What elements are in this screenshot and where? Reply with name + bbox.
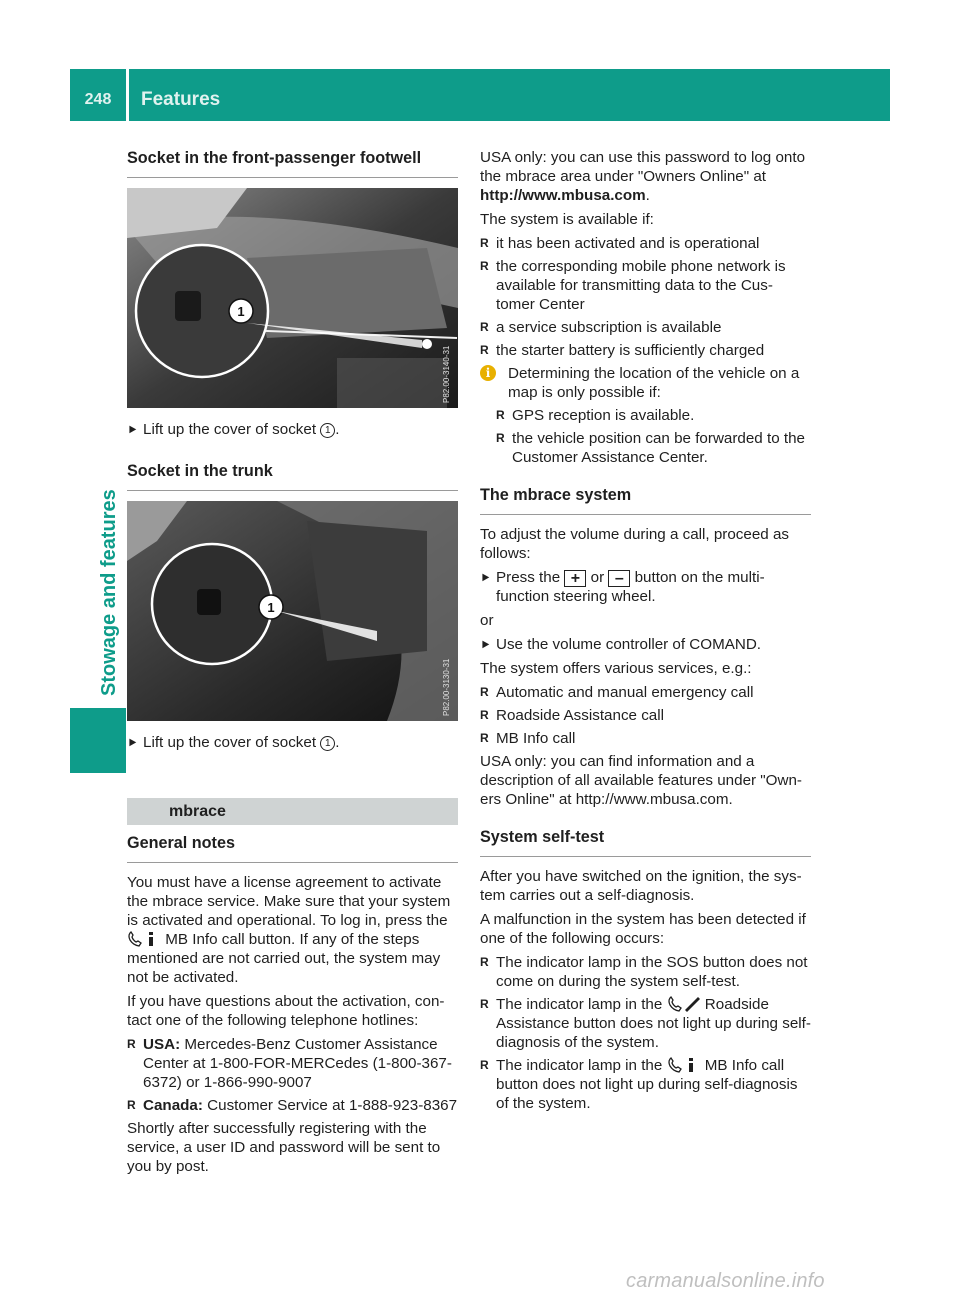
info-note: i Determining the location of the vehicle on a map is only possible if: xyxy=(480,364,811,402)
trunk-photo xyxy=(127,501,458,721)
svg-text:1: 1 xyxy=(267,600,275,615)
page-number: 248 xyxy=(84,91,112,108)
general-notes-p3: Shortly after successfully registering with the service, a user ID and password will be sent to you by post. xyxy=(127,1120,441,1175)
footwell-heading: Socket in the front-passenger footwell xyxy=(127,148,458,178)
self-test-item-roadside: R The indicator lamp in the Roadside Assistance button does not light up during self-diagnosis of the system. xyxy=(480,995,811,1052)
services-intro: The system offers various services, e.g.: xyxy=(480,660,752,677)
availability-intro: The system is available if: xyxy=(480,211,654,228)
trunk-image-code: P82.00-3130-31 xyxy=(442,658,451,716)
callout-1-icon: 1 xyxy=(320,423,335,438)
info-item: R GPS reception is available. xyxy=(496,406,811,425)
volume-step-2: ▶ Use the volume controller of COMAND. xyxy=(480,635,811,654)
mbrace-system-heading: The mbrace system xyxy=(480,485,811,515)
sidebar xyxy=(70,121,126,701)
svg-text:1: 1 xyxy=(237,304,245,319)
self-test-heading: System self-test xyxy=(480,827,811,857)
watermark: carmanualsonline.info xyxy=(626,1270,825,1292)
footwell-step: ▶ Lift up the cover of socket 1 . xyxy=(127,420,458,439)
or-line: or xyxy=(480,612,494,629)
avail-item: R it has been activated and is operational xyxy=(480,234,811,253)
left-column xyxy=(127,148,458,1181)
roadside-assistance-icon xyxy=(667,996,701,1012)
trunk-step: ▶ Lift up the cover of socket 1 . xyxy=(127,733,458,752)
service-item: R MB Info call xyxy=(480,729,811,748)
info-item: R the vehicle position can be forwarded to the Customer Assistance Center. xyxy=(496,429,811,467)
sidebar-marker xyxy=(70,708,126,773)
footwell-image-code: P82.00-3140-31 xyxy=(442,345,451,403)
general-notes-p2: If you have questions about the activation, con-tact one of the following telephone hotlines: xyxy=(127,993,445,1029)
avail-item: R the corresponding mobile phone network is available for transmitting data to the Cus-tomer Center xyxy=(480,257,811,314)
avail-item: R a service subscription is available xyxy=(480,318,811,337)
self-test-item-sos: R The indicator lamp in the SOS button does not come on during the system self-test. xyxy=(480,953,811,991)
mb-info-call-icon xyxy=(127,931,161,947)
page-header xyxy=(70,69,890,121)
service-item: R Roadside Assistance call xyxy=(480,706,811,725)
mb-info-call-icon xyxy=(667,1057,701,1073)
volume-intro: To adjust the volume during a call, proceed as follows: xyxy=(480,526,789,562)
self-test-item-info: R The indicator lamp in the MB Info call button does not light up during self-diagnosis of the system. xyxy=(480,1056,811,1113)
avail-item: R the starter battery is sufficiently charged xyxy=(480,341,811,360)
usa-login-paragraph: USA only: you can use this password to log onto the mbrace area under "Owners Online" at http://www.mbusa.com. xyxy=(480,149,806,204)
general-notes-p1: You must have a license agreement to activate the mbrace service. Make sure that your system is activated and operational. To log in, press the MB Info call button. If any of the steps mentioned are not carried out, the system may not be activated. xyxy=(127,874,451,986)
owners-online-paragraph: USA only: you can find information and a description of all available features under "Own-ers Online" at http://www.mbusa.com. xyxy=(480,753,802,808)
general-notes-heading: General notes xyxy=(127,833,458,863)
sidebar-label: Stowage and features xyxy=(98,489,120,696)
trunk-heading: Socket in the trunk xyxy=(127,461,458,491)
info-icon: i xyxy=(480,365,496,381)
callout-1-icon: 1 xyxy=(320,736,335,751)
self-test-p1: After you have switched on the ignition, the sys-tem carries out a self-diagnosis. xyxy=(480,868,802,904)
mbusa-url-link[interactable]: http://www.mbusa.com xyxy=(480,187,646,204)
volume-step-1: ▶ Press the + or – button on the multi-function steering wheel. xyxy=(480,568,811,606)
service-item: R Automatic and manual emergency call xyxy=(480,683,811,702)
plus-key-icon: + xyxy=(564,570,586,587)
footwell-photo xyxy=(127,188,458,408)
header-divider xyxy=(126,69,129,121)
page-title: Features xyxy=(141,89,221,110)
hotline-usa: R USA: Mercedes-Benz Customer Assistance Center at 1-800-FOR-MERCedes (1-800-367-6372) or 1-866-990-9007 xyxy=(127,1035,458,1092)
minus-key-icon: – xyxy=(608,570,630,587)
self-test-p2: A malfunction in the system has been detected if one of the following occurs: xyxy=(480,911,806,947)
hotline-canada: R Canada: Customer Service at 1-888-923-8367 xyxy=(127,1096,458,1115)
mbrace-section-band: mbrace xyxy=(127,798,458,825)
right-column xyxy=(480,148,811,1117)
